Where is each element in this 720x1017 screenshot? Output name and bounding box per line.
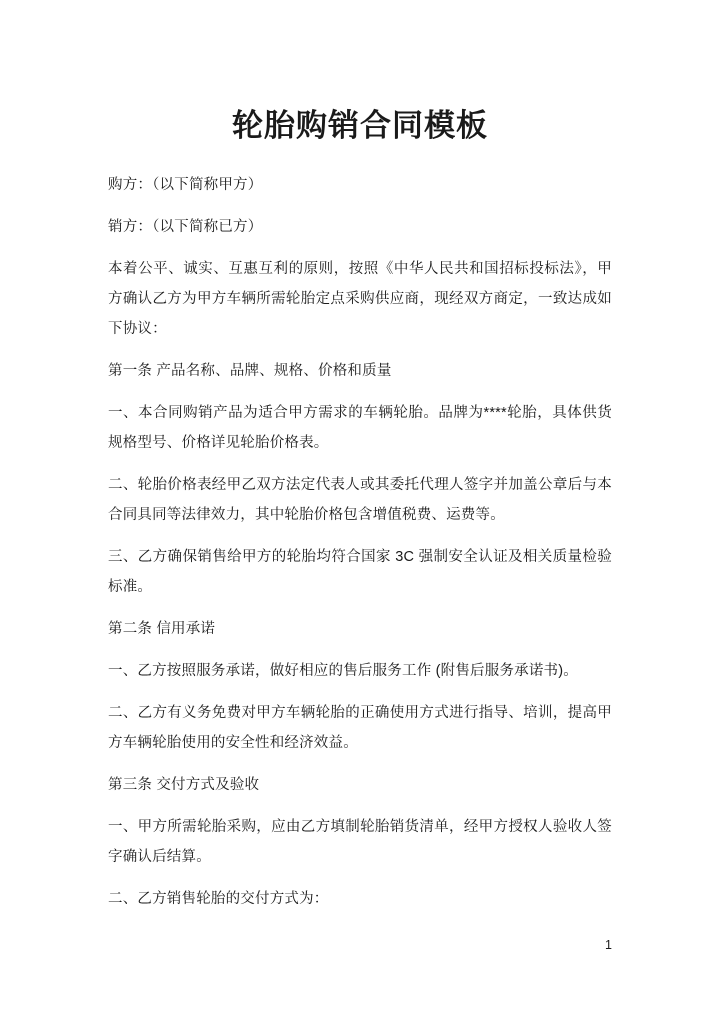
article-3-clause-2: 二、乙方销售轮胎的交付方式为：: [108, 891, 329, 907]
article-1-clause-3: 三、乙方确保销售给甲方的轮胎均符合国家 3C 强制安全认证及相关质量检验标准。: [108, 549, 612, 595]
article-1-heading: 第一条 产品名称、品牌、规格、价格和质量: [108, 363, 392, 379]
article-3-clause-1: 一、甲方所需轮胎采购，应由乙方填制轮胎销货清单，经甲方授权人验收人签字确认后结算。: [108, 819, 612, 865]
article-1-clause-2: 二、轮胎价格表经甲乙双方法定代表人或其委托代理人签字并加盖公章后与本合同具同等法律效力，其中轮胎价格包含增值税费、运费等。: [108, 477, 612, 523]
article-2-clause-1: 一、乙方按照服务承诺，做好相应的售后服务工作 (附售后服务承诺书)。: [108, 663, 578, 679]
article-2-clause-2: 二、乙方有义务免费对甲方车辆轮胎的正确使用方式进行指导、培训，提高甲方车辆轮胎使用的安全性和经济效益。: [108, 705, 612, 751]
document-title: 轮胎购销合同模板: [232, 108, 488, 143]
page-number: 1: [605, 938, 612, 952]
article-1-clause-1: 一、本合同购销产品为适合甲方需求的车辆轮胎。品牌为****轮胎，具体供货规格型号、价格详见轮胎价格表。: [108, 405, 612, 451]
party-seller-line: 销方：（以下简称已方）: [108, 219, 263, 235]
preamble-paragraph: 本着公平、诚实、互惠互利的原则，按照《中华人民共和国招标投标法》，甲方确认乙方为甲方车辆所需轮胎定点采购供应商，现经双方商定，一致达成如下协议：: [108, 261, 612, 337]
party-buyer-line: 购方：（以下简称甲方）: [108, 177, 263, 193]
article-2-heading: 第二条 信用承诺: [108, 621, 216, 637]
article-3-heading: 第三条 交付方式及验收: [108, 777, 260, 793]
